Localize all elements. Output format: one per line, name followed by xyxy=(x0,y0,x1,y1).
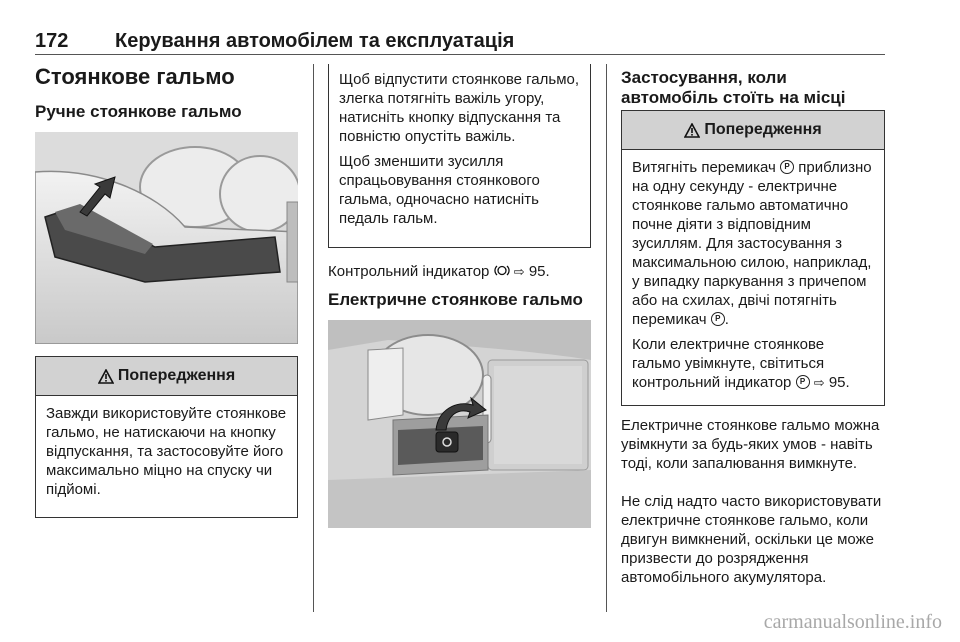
pull-switch-instruction: Витягніть перемикач P приблизно на одну секунду - електричне стоянкове гальмо автоматично почне діяти з відповідним зусиллям. Для застосування з максимальною силою, наприклад, у випадку паркування з причепом або на схилах, двічі потягніть перемикач P . xyxy=(632,159,872,328)
running-title: Керування автомобілем та експлуатація xyxy=(115,30,515,52)
brake-indicator-icon: P xyxy=(796,375,810,389)
warning-heading xyxy=(36,357,297,396)
electric-brake-illustration xyxy=(328,320,591,528)
release-instructions-box xyxy=(328,64,591,248)
watermark: carmanualsonline.info xyxy=(763,611,942,633)
release-instruction: Щоб відпустити стоянкове гальмо, злегка потягніть важіль угору, натисніть кнопку відпускання та повністю опустіть важіль. xyxy=(339,71,580,145)
epb-switch-icon: P xyxy=(780,160,794,174)
reference-arrow-icon: ⇨ xyxy=(813,375,825,390)
warning-box-electric xyxy=(621,110,885,406)
column-divider-right xyxy=(606,64,607,612)
warning-body xyxy=(36,396,297,513)
header-rule xyxy=(35,54,885,55)
warning-body-electric xyxy=(622,150,884,406)
warning-triangle-icon xyxy=(684,123,700,138)
battery-caution-paragraph: Не слід надто часто використовувати електричне стоянкове гальмо, коли двигун вимкнений, оскільки це може призвести до розрядження автомобільного акумулятора. xyxy=(621,493,882,586)
reduce-effort-instruction: Щоб зменшити зусилля спрацьовування стоянкового гальма, одночасно натисніть педаль гальм. xyxy=(339,153,540,227)
warning-heading-electric xyxy=(622,111,884,150)
page-header xyxy=(35,30,885,52)
brake-indicator-icon xyxy=(494,264,510,277)
any-conditions-paragraph: Електричне стоянкове гальмо можна увімкнути за будь-яких умов - навіть тоді, коли запалювання вимкнуте. xyxy=(621,417,880,472)
subsection-title: Ручне стоянкове гальмо xyxy=(35,102,242,121)
indicator-lit-note: Коли електричне стоянкове гальмо увімкнуте, світиться контрольний індикатор P ⇨ 95. xyxy=(632,336,850,391)
column-divider-left xyxy=(313,64,314,612)
electric-brake-heading: Електричне стоянкове гальмо xyxy=(328,290,583,309)
warning-heading-label: Попередження xyxy=(117,367,236,384)
warning-heading-label: Попередження xyxy=(704,121,822,138)
indicator-page-ref: 95. xyxy=(528,263,550,280)
warning-box-handbrake xyxy=(35,356,298,518)
page-number: 172 xyxy=(35,30,69,52)
indicator-text: Контрольний індикатор xyxy=(328,263,490,280)
reference-arrow-icon: ⇨ xyxy=(513,264,525,279)
indicator-reference xyxy=(328,262,598,281)
epb-switch-icon: P xyxy=(711,312,725,326)
section-title: Стоянкове гальмо xyxy=(35,64,235,89)
stationary-application-heading: Застосування, коли автомобіль стоїть на місці xyxy=(621,68,846,107)
handbrake-figure xyxy=(35,132,298,344)
electric-brake-figure xyxy=(328,320,591,528)
warning-triangle-icon xyxy=(98,369,114,384)
handbrake-illustration xyxy=(35,132,298,344)
warning-text: Завжди використовуйте стоянкове гальмо, не натискаючи на кнопку відпускання, та застосовуйте його максимально міцно на спуску чи підйомі. xyxy=(46,405,287,498)
